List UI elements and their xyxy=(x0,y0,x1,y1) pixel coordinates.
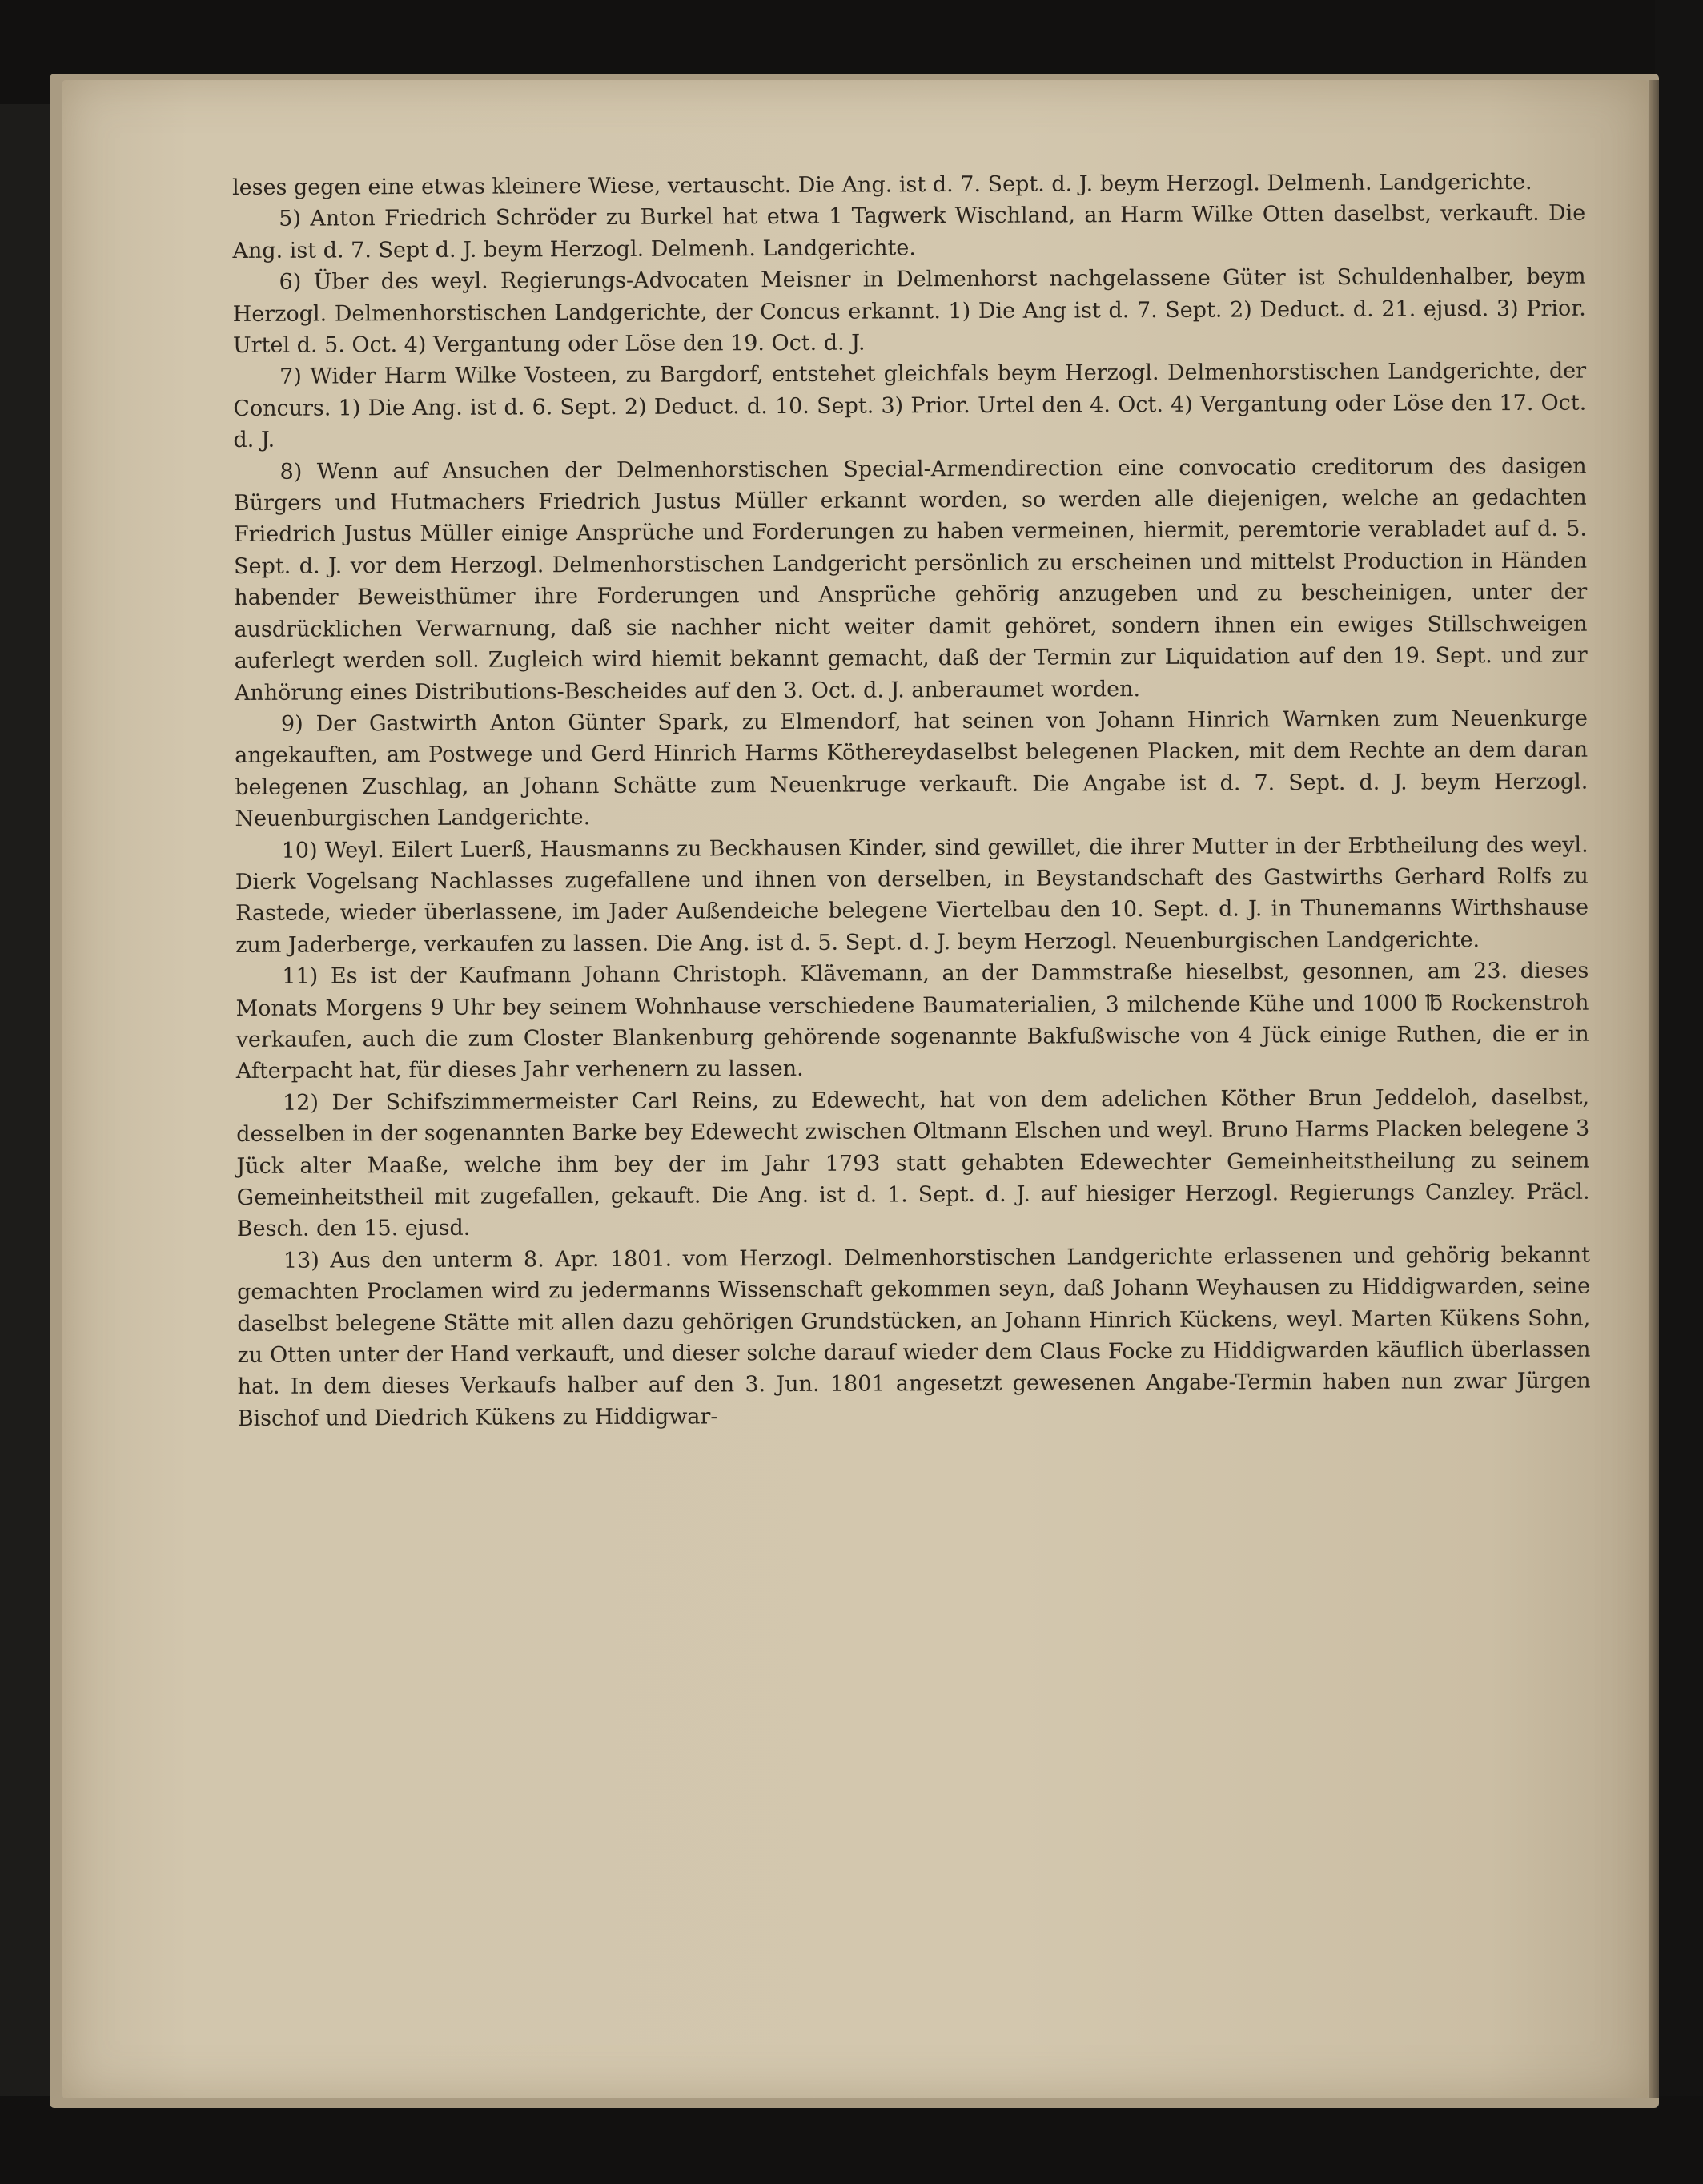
scan-background-right xyxy=(1655,0,1703,2184)
paragraph-5: 5) Anton Friedrich Schröder zu Burkel hat etwa 1 Tagwerk Wischland, an Harm Wilke Otten daselbst, verkauft. Die Ang. ist d. 7. Sept d. J. beym Herzogl. Delmenh. Landgerichte. xyxy=(232,201,1586,263)
paragraph-9: 9) Der Gastwirth Anton Günter Spark, zu Elmendorf, hat seinen von Johann Hinrich Warnken zum Neuenkurge angekauften, am Postwege und Gerd Hinrich Harms Köthereydaselbst belegenen Placken, mit dem Rechte an dem daran belegenen Zuschlag, an Johann Schätte zum Neuenkruge verkauft. Die Angabe ist d. 7. Sept. d. J. beym Herzogl. Neuenburgischen Landgerichte. xyxy=(235,706,1589,832)
scan-background-bottom xyxy=(0,2096,1703,2184)
page-text xyxy=(232,167,1593,1878)
paragraph-12: 12) Der Schifszimmermeister Carl Reins, zu Edewecht, hat von dem adelichen Köther Brun Jeddeloh, daselbst, desselben in der sogenannten Barke bey Edewecht zwischen Oltmann Elschen und weyl. Bruno Harms Placken belegene 3 Jück alter Maaße, welche ihm bey der im Jahr 1793 statt gehabten Edewechter Gemeinheitstheilung zu seinem Gemeinheitstheil mit zugefallen, gekauft. Die Ang. ist d. 1. Sept. d. J. auf hiesiger Herzogl. Regierungs Canzley. Präcl. Besch. den 15. ejusd. xyxy=(236,1084,1590,1242)
paragraph-6: 6) Über des weyl. Regierungs-Advocaten Meisner in Delmenhorst nachgelassene Güter ist Schuldenhalber, beym Herzogl. Delmenhorstischen Landgerichte, der Concus erkannt. 1) Die Ang ist d. 7. Sept. 2) Deduct. d. 21. ejusd. 3) Prior. Urtel d. 5. Oct. 4) Vergantung oder Löse den 19. Oct. d. J. xyxy=(232,263,1586,359)
paragraph-13: 13) Aus den unterm 8. Apr. 1801. vom Herzogl. Delmenhorstischen Landgerichte erlassenen und gehörig bekannt gemachten Proclamen wird zu jedermanns Wissenschaft gekommen seyn, daß Johann Weyhausen zu Hiddigwarden, seine daselbst belegene Stätte mit allen dazu gehörigen Grundstücken, an Johann Hinrich Kückens, weyl. Marten Kükens Sohn, zu Otten unter der Hand verkauft, und dieser solche darauf wieder dem Claus Focke zu Hiddigwarden käuflich überlassen hat. In dem dieses Verkaufs halber auf den 3. Jun. 1801 angesetzt gewesenen Angabe-Termin haben nun zwar Jürgen Bischof und Diedrich Kükens zu Hiddigwar- xyxy=(237,1242,1591,1431)
paragraph-continuation: leses gegen eine etwas kleinere Wiese, vertauscht. Die Ang. ist d. 7. Sept. d. J. beym Herzogl. Delmenh. Landgerichte. xyxy=(232,169,1532,200)
paragraph-8: 8) Wenn auf Ansuchen der Delmenhorstischen Special-Armendirection eine convocatio creditorum des dasigen Bürgers und Hutmachers Friedrich Justus Müller erkannt worden, so werden alle diejenigen, welche an gedachten Friedrich Justus Müller einige Ansprüche und Forderungen zu haben vermeinen, hiermit, peremtorie verabladet auf d. 5. Sept. d. J. vor dem Herzogl. Delmenhorstischen Landgericht persönlich zu erscheinen und mittelst Production in Händen habender Beweisthümer ihre Forderungen und Ansprüche gehörig anzugeben und zu bescheinigen, unter der ausdrücklichen Verwarnung, daß sie nachher nicht weiter damit gehöret, sondern ihnen ein ewiges Stillschweigen auferlegt werden soll. Zugleich wird hiemit bekannt gemacht, daß der Termin zur Liquidation auf den 19. Sept. und zur Anhörung eines Distributions-Bescheides auf den 3. Oct. d. J. anberaumet worden. xyxy=(233,453,1588,706)
paragraph-7: 7) Wider Harm Wilke Vosteen, zu Bargdorf, entstehet gleichfals beym Herzogl. Delmenhorstischen Landgerichte, der Concurs. 1) Die Ang. ist d. 6. Sept. 2) Deduct. d. 10. Sept. 3) Prior. Urtel den 4. Oct. 4) Vergantung oder Löse den 17. Oct. d. J. xyxy=(233,359,1587,453)
paragraph-11: 11) Es ist der Kaufmann Johann Christoph. Klävemann, an der Dammstraße hieselbst, gesonnen, am 23. dieses Monats Morgens 9 Uhr bey seinem Wohnhause verschiedene Baumaterialien, 3 milchende Kühe und 1000 ℔ Rockenstroh verkaufen, auch die zum Closter Blankenburg gehörende sogenannte Bakfußwische von 4 Jück einige Ruthen, die er in Afterpacht hat, für dieses Jahr verhenern zu lassen. xyxy=(235,958,1589,1084)
paragraph-10: 10) Weyl. Eilert Luerß, Hausmanns zu Beckhausen Kinder, sind gewillet, die ihrer Mutter in der Erbtheilung des weyl. Dierk Vogelsang Nachlasses zugefallene und ihnen von derselben, in Beystandschaft des Gastwirths Gerhard Rolfs zu Rastede, wieder überlassene, im Jader Außendeiche belegene Viertelbau den 10. Sept. d. J. in Thunemanns Wirthshause zum Jaderberge, verkaufen zu lassen. Die Ang. ist d. 5. Sept. d. J. beym Herzogl. Neuenburgischen Landgerichte. xyxy=(235,832,1589,958)
book-gutter xyxy=(1649,80,1659,2098)
